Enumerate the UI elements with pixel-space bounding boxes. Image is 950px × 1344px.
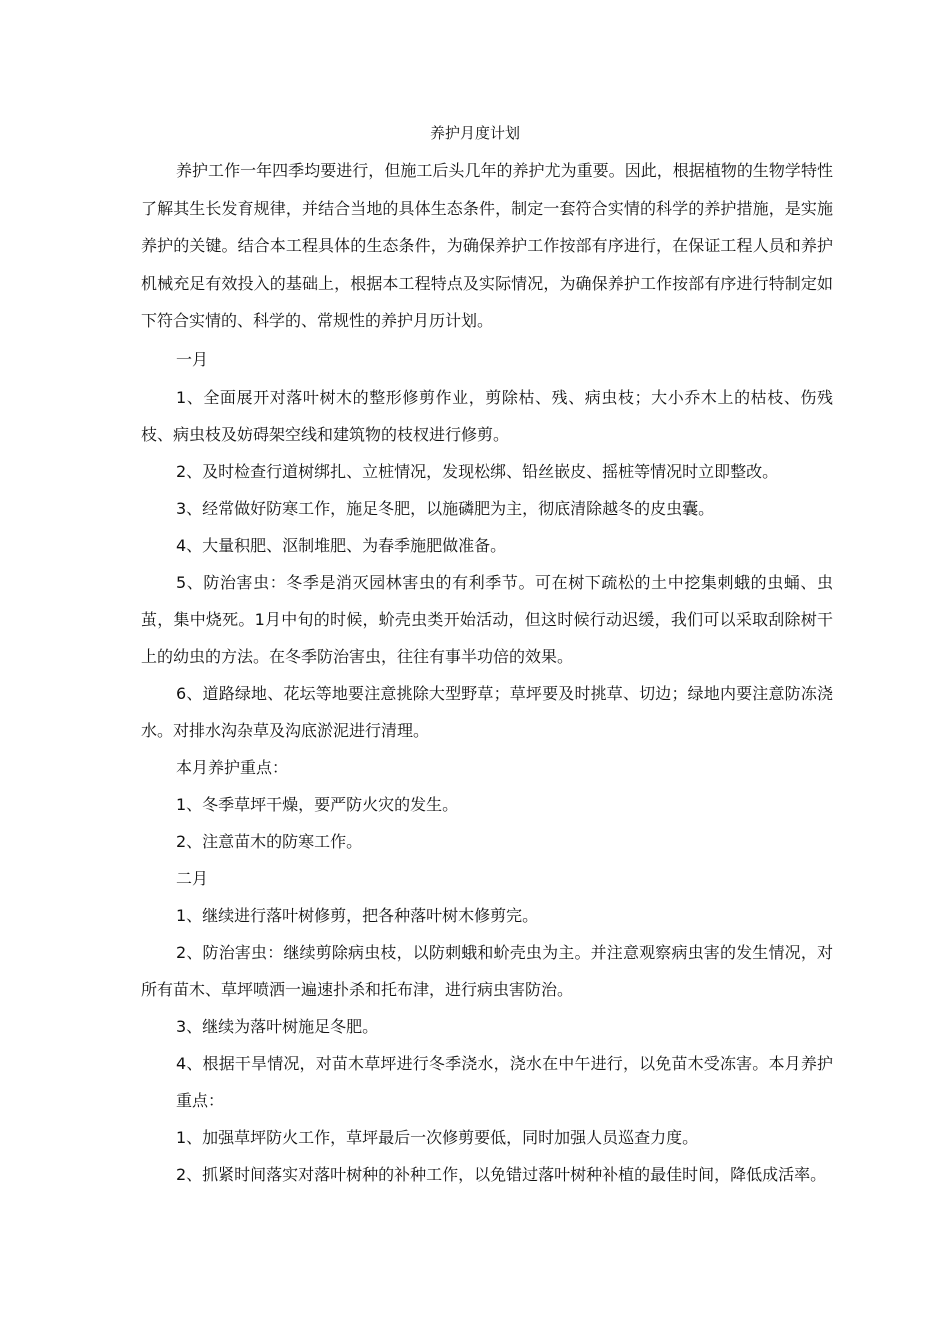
list-item: 2、抓紧时间落实对落叶树种的补种工作，以免错过落叶树种补植的最佳时间，降低成活率。 xyxy=(176,1165,827,1184)
list-item: 1、全面展开对落叶树木的整形修剪作业，剪除枯、残、病虫枝；大小乔木上的枯枝、伤残枝、病虫枝及妨碍架空线和建筑物的枝杈进行修剪。 xyxy=(141,388,833,444)
list-item: 6、道路绿地、花坛等地要注意挑除大型野草；草坪要及时挑草、切边；绿地内要注意防冻浇水。对排水沟杂草及沟底淤泥进行清理。 xyxy=(141,684,833,740)
february-item-1 xyxy=(141,897,833,934)
february-section xyxy=(141,860,833,897)
list-item: 2、防治害虫：继续剪除病虫枝，以防刺蛾和蚧壳虫为主。并注意观察病虫害的发生情况，对所有苗木、草坪喷洒一遍速扑杀和托布津，进行病虫害防治。 xyxy=(141,943,833,999)
list-item: 5、防治害虫：冬季是消灭园林害虫的有利季节。可在树下疏松的土中挖集刺蛾的虫蛹、虫茧，集中烧死。1月中旬的时候，蚧壳虫类开始活动，但这时候行动迟缓，我们可以采取刮除树干上的幼虫的方法。在冬季防治害虫，往往有事半功倍的效果。 xyxy=(141,573,833,666)
january-item-1 xyxy=(141,379,833,453)
list-item: 1、继续进行落叶树修剪，把各种落叶树木修剪完。 xyxy=(176,906,539,925)
list-item: 3、继续为落叶树施足冬肥。 xyxy=(176,1017,379,1036)
document-title: 养护月度计划 xyxy=(429,124,520,142)
february-item-3 xyxy=(141,1008,833,1045)
list-item: 4、大量积肥、沤制堆肥、为春季施肥做准备。 xyxy=(176,536,507,555)
january-focus-2 xyxy=(141,823,833,860)
list-item: 4、根据干旱情况，对苗木草坪进行冬季浇水，浇水在中午进行，以免苗木受冻害。本月养护重点： xyxy=(176,1054,833,1110)
list-item: 2、及时检查行道树绑扎、立桩情况，发现松绑、铅丝嵌皮、摇桩等情况时立即整改。 xyxy=(176,462,779,481)
intro-paragraph: 养护工作一年四季均要进行，但施工后头几年的养护尤为重要。因此，根据植物的生物学特性了解其生长发育规律，并结合当地的具体生态条件，制定一套符合实情的科学的养护措施，是实施养护的关键。结合本工程具体的生态条件，为确保养护工作按部有序进行，在保证工程人员和养护机械充足有效投入的基础上，根据本工程特点及实际情况，为确保养护工作按部有序进行特制定如下符合实情的、科学的、常规性的养护月历计划。 xyxy=(141,161,833,330)
january-heading: 一月 xyxy=(176,350,209,369)
february-heading: 二月 xyxy=(176,869,209,888)
february-item-2 xyxy=(141,934,833,1008)
list-item: 1、加强草坪防火工作，草坪最后一次修剪要低，同时加强人员巡查力度。 xyxy=(176,1128,699,1147)
list-item: 2、注意苗木的防寒工作。 xyxy=(176,832,363,851)
january-item-3 xyxy=(141,490,833,527)
february-focus-1 xyxy=(141,1119,833,1156)
january-item-4 xyxy=(141,527,833,564)
february-item-4 xyxy=(141,1045,833,1119)
january-item-6 xyxy=(141,675,833,749)
january-focus-heading xyxy=(141,749,833,786)
list-item: 1、冬季草坪干燥，要严防火灾的发生。 xyxy=(176,795,459,814)
focus-heading: 本月养护重点： xyxy=(176,758,289,777)
january-section xyxy=(141,341,833,378)
list-item: 3、经常做好防寒工作，施足冬肥，以施磷肥为主，彻底清除越冬的皮虫囊。 xyxy=(176,499,715,518)
january-focus-1 xyxy=(141,786,833,823)
february-focus-2 xyxy=(141,1156,833,1193)
january-item-2 xyxy=(141,453,833,490)
january-item-5 xyxy=(141,564,833,675)
